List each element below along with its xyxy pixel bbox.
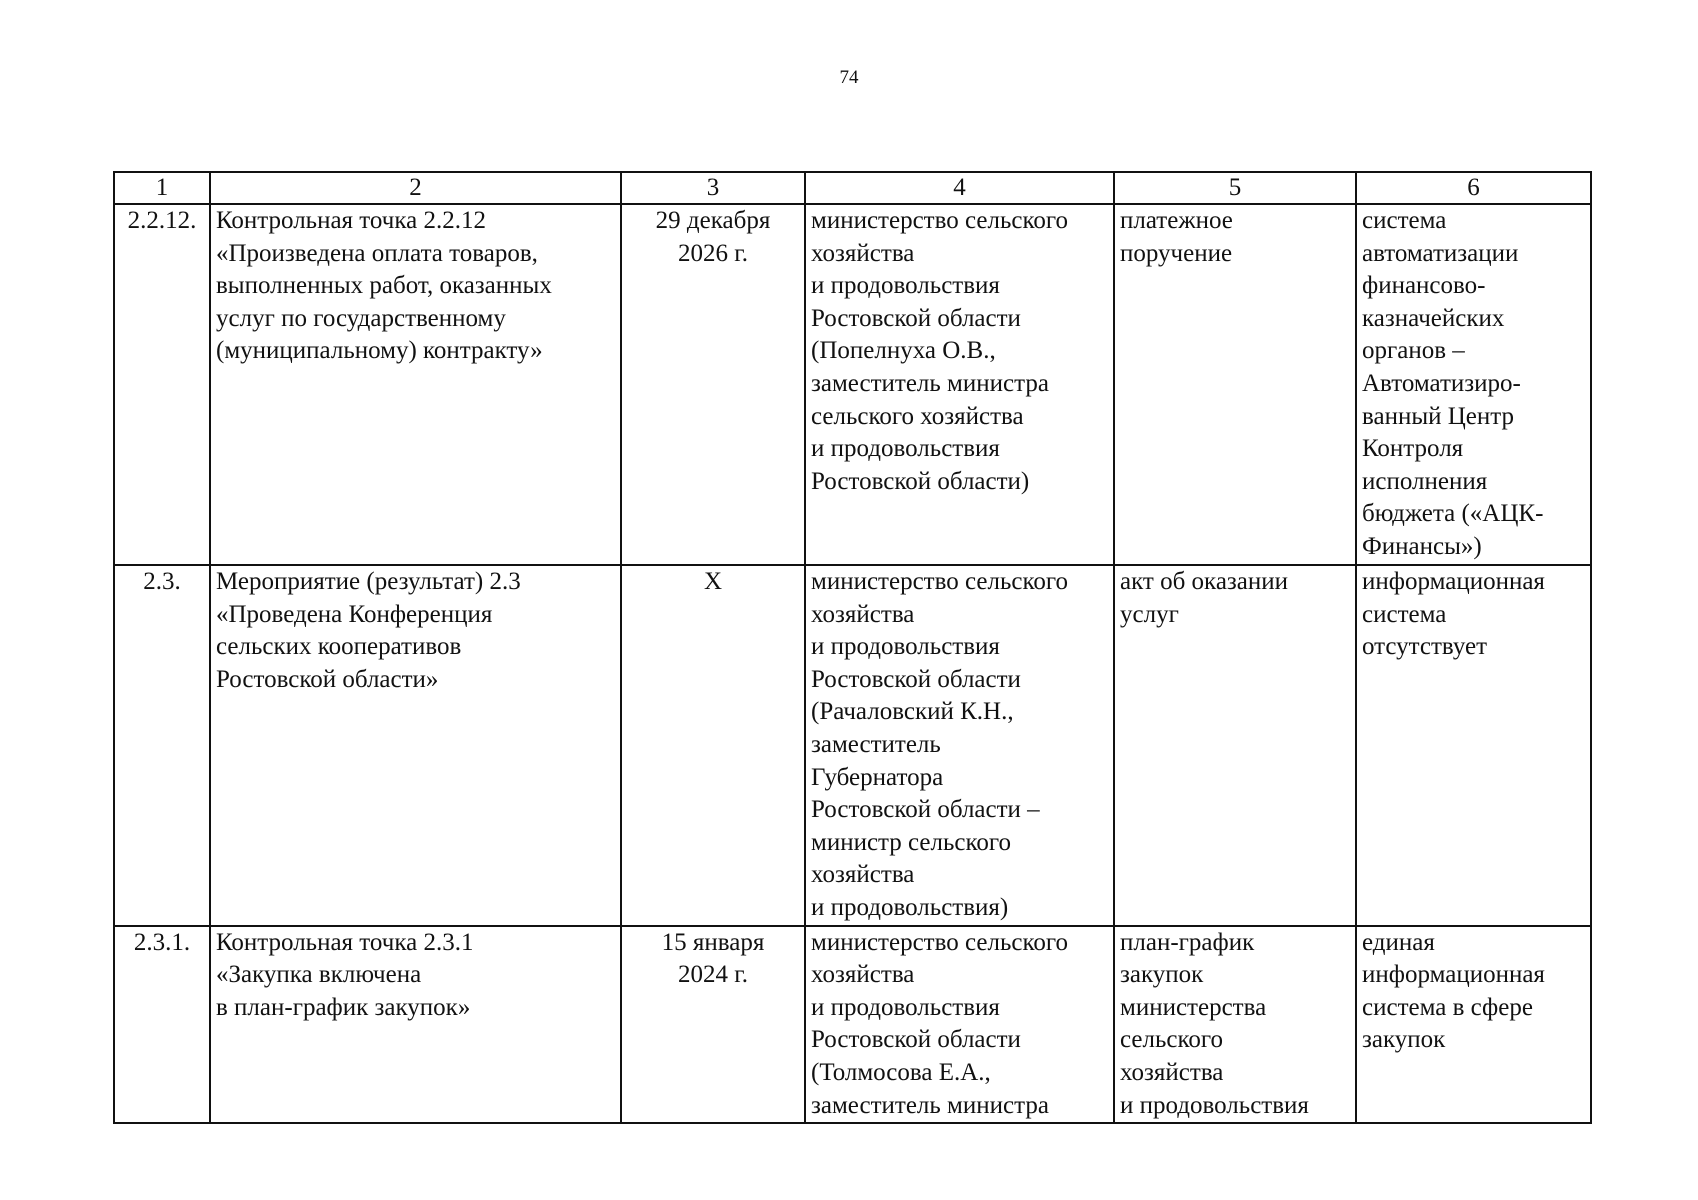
column-header: 5	[1114, 172, 1356, 204]
cell-text-line: 15 января	[661, 928, 765, 956]
cell-text-line: Ростовской области	[811, 665, 1021, 693]
cell-text-line: поручение	[1120, 239, 1233, 267]
cell-text-line: хозяйства	[811, 961, 915, 989]
information-system-cell	[1356, 204, 1591, 565]
cell-text-line: заместитель министра	[811, 369, 1049, 397]
table-row	[114, 926, 1591, 1124]
deadline-cell	[621, 926, 805, 1124]
document-type-cell	[1114, 926, 1356, 1124]
cell-text-line: Контрольная точка 2.2.12	[216, 207, 486, 234]
cell-text-line: сельского	[1120, 1026, 1223, 1054]
document-type-cell	[1114, 204, 1356, 565]
cell-text-line: сельского хозяйства	[811, 402, 1024, 430]
cell-text-line: 29 декабря	[655, 207, 771, 234]
cell-text-line: услуг по государственному	[216, 304, 506, 332]
deadline-cell	[621, 565, 805, 926]
plan-table	[113, 171, 1592, 1124]
activity-title-cell	[210, 565, 621, 926]
cell-text-line: Мероприятие (результат) 2.3	[216, 568, 521, 595]
cell-text-line: министерство сельского	[811, 207, 1068, 234]
cell-text-line: финансово-	[1362, 272, 1486, 300]
responsible-cell	[805, 204, 1114, 565]
cell-text-line: и продовольствия	[811, 435, 1000, 463]
cell-text-line: система в сфере	[1362, 993, 1533, 1021]
cell-text-line: сельских кооперативов	[216, 633, 462, 661]
cell-text-line: Губернатора	[811, 763, 944, 791]
cell-text-line: система	[1362, 600, 1447, 628]
row-number-cell: 2.3.1.	[114, 926, 210, 1124]
cell-text-line: и продовольствия	[811, 272, 1000, 300]
cell-text-line: бюджета («АЦК-	[1362, 500, 1544, 528]
cell-text-line: заместитель министра	[811, 1091, 1049, 1119]
cell-text-line: (Толмосова Е.А.,	[811, 1058, 991, 1086]
cell-text-line: казначейских	[1362, 304, 1505, 332]
cell-text-line: и продовольствия	[811, 993, 1000, 1021]
cell-text-line: 2026 г.	[678, 239, 748, 267]
cell-text-line: акт об оказании	[1120, 568, 1289, 595]
row-number-cell: 2.3.	[114, 565, 210, 926]
column-header: 2	[210, 172, 621, 204]
cell-text-line: Ростовской области	[811, 304, 1021, 332]
cell-text-line: платежное	[1120, 207, 1233, 234]
column-header: 1	[114, 172, 210, 204]
cell-text-line: исполнения	[1362, 467, 1488, 495]
cell-text-line: «Закупка включена	[216, 961, 422, 989]
cell-text-line: отсутствует	[1362, 633, 1488, 661]
cell-text-line: хозяйства	[811, 239, 915, 267]
cell-text-line: «Проведена Конференция	[216, 600, 493, 628]
responsible-cell	[805, 565, 1114, 926]
table-row	[114, 204, 1591, 565]
cell-text-line: (Попелнуха О.В.,	[811, 337, 996, 365]
cell-text-line: Ростовской области»	[216, 665, 439, 693]
cell-text-line: информационная	[1362, 568, 1545, 595]
table-header-row	[114, 172, 1591, 204]
information-system-cell	[1356, 565, 1591, 926]
information-system-cell	[1356, 926, 1591, 1124]
cell-text-line: Ростовской области)	[811, 467, 1030, 495]
cell-text-line: выполненных работ, оказанных	[216, 272, 552, 300]
cell-text-line: закупок	[1120, 961, 1204, 989]
document-type-cell	[1114, 565, 1356, 926]
cell-text-line: (муниципальному) контракту»	[216, 337, 543, 365]
cell-text-line: министерство сельского	[811, 568, 1068, 595]
cell-text-line: Финансы»)	[1362, 532, 1482, 560]
cell-text-line: министерство сельского	[811, 928, 1068, 956]
cell-text-line: и продовольствия	[811, 633, 1000, 661]
cell-text-line: Контроля	[1362, 435, 1464, 463]
cell-text-line: услуг	[1120, 600, 1179, 628]
responsible-cell	[805, 926, 1114, 1124]
cell-text-line: 2024 г.	[678, 961, 748, 989]
column-header: 3	[621, 172, 805, 204]
deadline-cell	[621, 204, 805, 565]
cell-text-line: (Рачаловский К.Н.,	[811, 698, 1014, 726]
activity-title-cell	[210, 204, 621, 565]
cell-text-line: Ростовской области	[811, 1026, 1021, 1054]
cell-text-line: в план-график закупок»	[216, 993, 471, 1021]
cell-text-line: органов –	[1362, 337, 1465, 365]
cell-text-line: и продовольствия)	[811, 893, 1009, 921]
cell-text-line: информационная	[1362, 961, 1545, 989]
page-number: 74	[839, 67, 859, 88]
cell-text-line: Автоматизиро-	[1362, 369, 1521, 397]
cell-text-line: ванный Центр	[1362, 402, 1515, 430]
cell-text-line: и продовольствия	[1120, 1091, 1309, 1119]
cell-text-line: Х	[703, 568, 723, 595]
cell-text-line: заместитель	[811, 730, 941, 758]
column-header: 6	[1356, 172, 1591, 204]
row-number-cell: 2.2.12.	[114, 204, 210, 565]
cell-text-line: система	[1362, 207, 1447, 234]
table-row	[114, 565, 1591, 926]
cell-text-line: Контрольная точка 2.3.1	[216, 928, 474, 956]
column-header: 4	[805, 172, 1114, 204]
cell-text-line: автоматизации	[1362, 239, 1519, 267]
cell-text-line: единая	[1362, 928, 1435, 956]
cell-text-line: хозяйства	[1120, 1058, 1224, 1086]
cell-text-line: министр сельского	[811, 828, 1012, 856]
cell-text-line: Ростовской области –	[811, 796, 1040, 824]
cell-text-line: министерства	[1120, 993, 1267, 1021]
cell-text-line: хозяйства	[811, 861, 915, 889]
cell-text-line: план-график	[1120, 928, 1255, 956]
cell-text-line: закупок	[1362, 1026, 1446, 1054]
cell-text-line: «Произведена оплата товаров,	[216, 239, 538, 267]
activity-title-cell	[210, 926, 621, 1124]
cell-text-line: хозяйства	[811, 600, 915, 628]
